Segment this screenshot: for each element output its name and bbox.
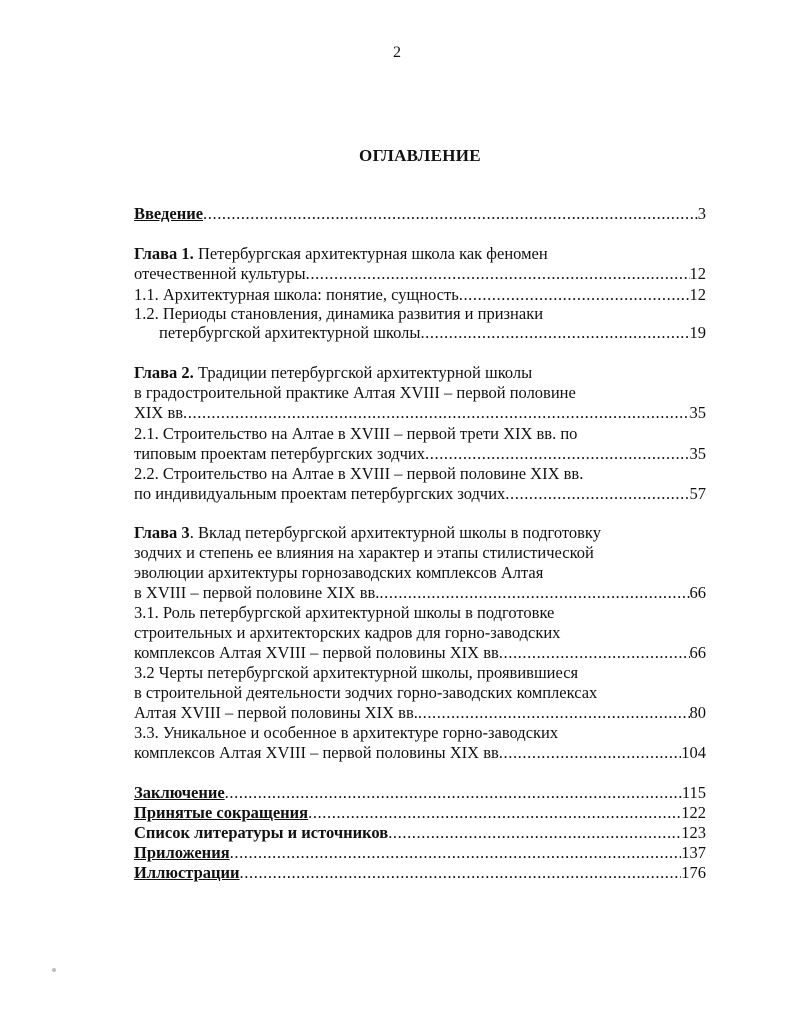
chapter-title-line: зодчих и степень ее влияния на характер и этапы стилистической <box>134 543 594 562</box>
toc-entry-page: 66 <box>689 643 706 662</box>
section-title-line: типовым проектам петербургских зодчих <box>134 444 426 463</box>
chapter-1-title-end <box>134 263 706 285</box>
section-title-line: 1.2. Периоды становления, динамика развития и признаки <box>134 304 544 323</box>
chapter-title-line: эволюции архитектуры горнозаводских комплексов Алтая <box>134 563 544 582</box>
dot-leader <box>306 263 690 285</box>
dot-leader <box>425 443 689 465</box>
toc-entry-page: 66 <box>689 583 706 602</box>
dot-leader <box>418 702 690 724</box>
toc-entry-introduction <box>134 203 706 225</box>
chapter-title-line: в XVIII – первой половине XIX вв. <box>134 583 380 602</box>
toc-entry-label: Принятые сокращения <box>134 803 309 822</box>
section-title-line: Алтая XVIII – первой половины XIX вв. <box>134 703 418 722</box>
chapter-3-title-line-3 <box>134 562 706 584</box>
section-2-2-line-2 <box>134 483 706 505</box>
toc-title: ОГЛАВЛЕНИЕ <box>359 146 481 165</box>
section-title-line: 3.2 Черты петербургской архитектурной школы, проявившиеся <box>134 663 579 682</box>
toc-entry-page: 122 <box>681 803 706 822</box>
toc-entry-references <box>134 822 706 844</box>
chapter-title-line: в градостроительной практике Алтая XVIII – первой половине <box>134 383 576 402</box>
chapter-title-line: Традиции петербургской архитектурной школы <box>197 363 533 382</box>
section-3-3-line-2 <box>134 742 706 764</box>
dot-leader <box>240 862 682 884</box>
toc-entry-page: 137 <box>681 843 706 862</box>
dot-leader <box>388 822 681 844</box>
section-3-2-line-2 <box>134 682 706 704</box>
toc-entry-label: Приложения <box>134 843 230 862</box>
toc-entry-label: Иллюстрации <box>134 863 240 882</box>
dot-leader <box>230 842 682 864</box>
chapter-label: Глава 2. <box>134 363 194 382</box>
section-3-1-line-2 <box>134 622 706 644</box>
dot-leader <box>379 582 689 604</box>
dot-leader <box>183 402 689 424</box>
section-title-line: комплексов Алтая XVIII – первой половины XIX вв <box>134 643 499 662</box>
section-2-2-line-1 <box>134 463 706 485</box>
chapter-title-line: XIX вв <box>134 403 184 422</box>
toc-entry-appendices <box>134 842 706 864</box>
toc-entry-page: 57 <box>689 484 706 503</box>
toc-entry-page: 12 <box>689 264 706 283</box>
page-number: 2 <box>393 44 401 61</box>
section-1-2-line-2 <box>159 322 706 344</box>
toc-entry-page: 3 <box>697 204 706 223</box>
dot-leader <box>420 322 689 344</box>
section-title-line: 2.2. Строительство на Алтае в XVIII – первой половине XIX вв. <box>134 464 584 483</box>
toc-entry-page: 80 <box>689 703 706 722</box>
toc-entry-page: 115 <box>681 783 706 802</box>
dot-leader <box>499 742 681 764</box>
chapter-2-title-line-2 <box>134 382 706 404</box>
chapter-label: Глава 1. <box>134 244 194 263</box>
toc-entry-page: 12 <box>689 285 706 304</box>
section-2-1-line-1 <box>134 423 706 445</box>
toc-entry-label: Заключение <box>134 783 225 802</box>
toc-entry-abbreviations <box>134 802 706 824</box>
toc-entry-label: Список литературы и источников <box>134 823 389 842</box>
section-title-line: строительных и архитекторских кадров для горно-заводских <box>134 623 561 642</box>
toc-entry-page: 19 <box>689 323 706 342</box>
toc-entry-page: 35 <box>689 403 706 422</box>
section-title-line: 3.3. Уникальное и особенное в архитектуре горно-заводских <box>134 723 559 742</box>
toc-entry-illustrations <box>134 862 706 884</box>
chapter-title-line: отечественной культуры <box>134 264 306 283</box>
chapter-2-heading <box>134 362 706 384</box>
chapter-2-title-end <box>134 402 706 424</box>
section-title-line: 1.1. Архитектурная школа: понятие, сущность <box>134 285 459 304</box>
section-2-1-line-2 <box>134 443 706 465</box>
section-title-line: 2.1. Строительство на Алтае в XVIII – первой трети XIX вв. по <box>134 424 578 443</box>
section-3-1-line-1 <box>134 602 706 624</box>
dot-leader <box>505 483 689 505</box>
chapter-3-title-end <box>134 582 706 604</box>
section-title-line: комплексов Алтая XVIII – первой половины XIX вв <box>134 743 499 762</box>
section-3-2-line-3 <box>134 702 706 724</box>
section-title-line: по индивидуальным проектам петербургских зодчих <box>134 484 506 503</box>
toc-entry-label: Введение <box>134 204 204 223</box>
section-title-line: 3.1. Роль петербургской архитектурной школы в подготовке <box>134 603 555 622</box>
chapter-3-title-line-2 <box>134 542 706 564</box>
section-3-2-line-1 <box>134 662 706 684</box>
chapter-label: Глава 3 <box>134 523 190 542</box>
section-title-line: петербургской архитектурной школы <box>159 323 421 342</box>
section-3-3-line-1 <box>134 722 706 744</box>
chapter-1-heading <box>134 243 706 265</box>
chapter-title-line: Петербургская архитектурная школа как феномен <box>197 244 548 263</box>
chapter-title-line: . Вклад петербургской архитектурной школы в подготовку <box>189 523 601 542</box>
dot-leader <box>225 782 682 804</box>
toc-entry-page: 123 <box>681 823 706 842</box>
section-3-1-line-3 <box>134 642 706 664</box>
toc-entry-conclusion <box>134 782 706 804</box>
dot-leader <box>203 203 698 225</box>
dot-leader <box>499 642 690 664</box>
dot-leader <box>308 802 681 824</box>
chapter-3-heading <box>134 522 706 544</box>
toc-entry-page: 35 <box>689 444 706 463</box>
toc-entry-page: 176 <box>681 863 706 882</box>
toc-entry-page: 104 <box>681 743 706 762</box>
section-title-line: в строительной деятельности зодчих горно-заводских комплексах <box>134 683 598 702</box>
scan-speck <box>52 968 56 972</box>
